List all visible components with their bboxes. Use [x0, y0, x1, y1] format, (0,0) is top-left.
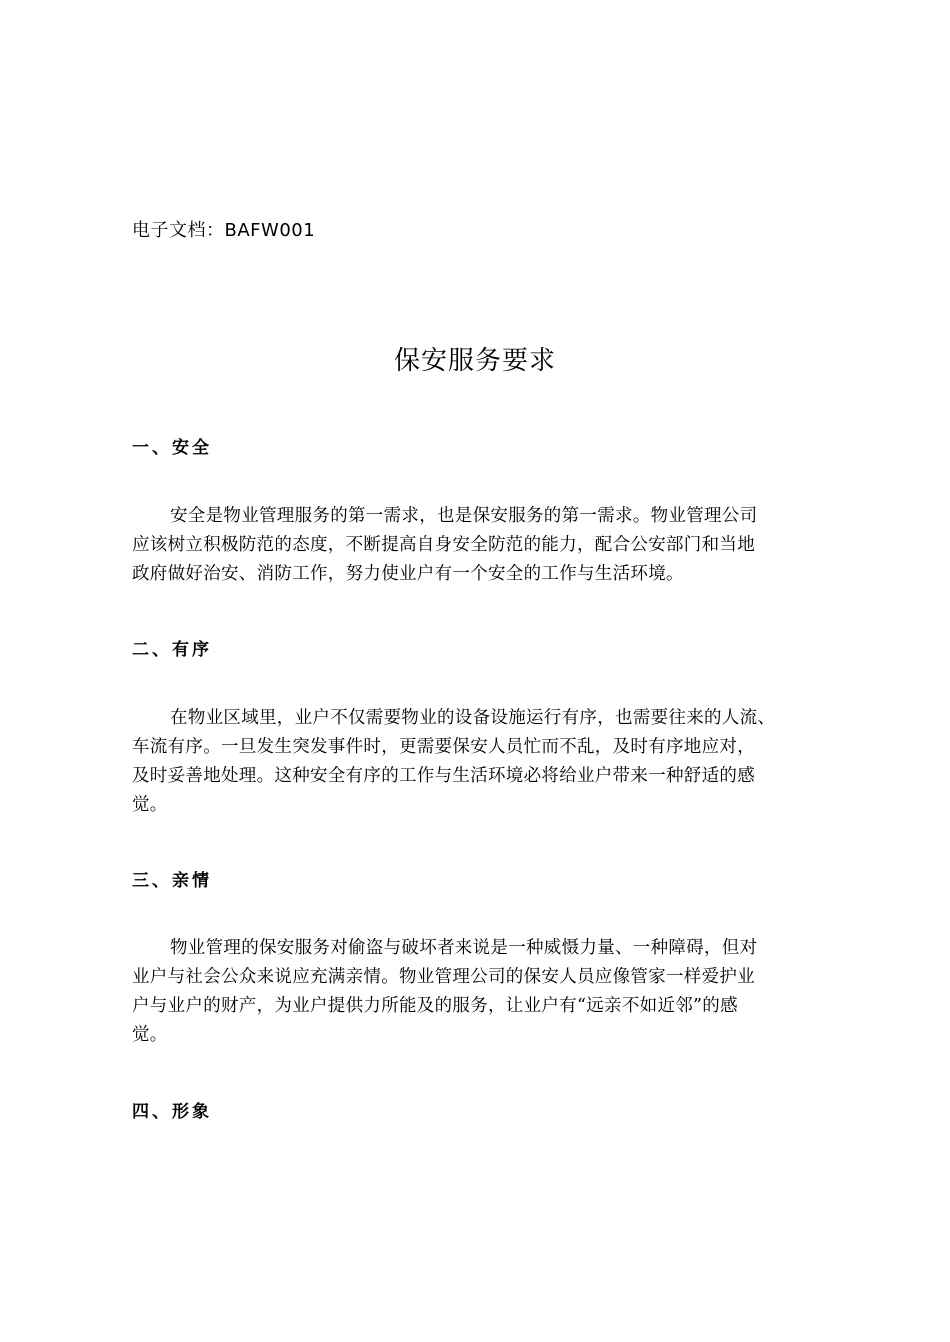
paragraph-line: 物业管理的保安服务对偷盗与破坏者来说是一种威慑力量、一种障碍，但对	[170, 938, 758, 958]
document-id: 电子文档：BAFW001	[132, 220, 316, 241]
section-paragraph-affinity	[132, 934, 832, 1050]
paragraph-line: 车流有序。一旦发生突发事件时，更需要保安人员忙而不乱，及时有序地应对，	[132, 737, 755, 757]
section-heading-affinity: 三、亲情	[132, 871, 212, 891]
section-paragraph-safety	[132, 502, 832, 589]
section-heading-order: 二、有序	[132, 640, 212, 660]
paragraph-line: 户与业户的财产，为业户提供力所能及的服务，让业户有“远亲不如近邻”的感	[132, 996, 738, 1016]
paragraph-line: 业户与社会公众来说应充满亲情。物业管理公司的保安人员应像管家一样爱护业	[132, 967, 755, 987]
paragraph-line: 觉。	[132, 1025, 168, 1045]
paragraph-line: 觉。	[132, 795, 168, 815]
paragraph-line: 安全是物业管理服务的第一需求，也是保安服务的第一需求。物业管理公司	[170, 506, 758, 526]
section-heading-image: 四、形象	[132, 1102, 212, 1122]
paragraph-line: 应该树立积极防范的态度，不断提高自身安全防范的能力，配合公安部门和当地	[132, 535, 755, 555]
paragraph-line: 及时妥善地处理。这种安全有序的工作与生活环境必将给业户带来一种舒适的感	[132, 766, 755, 786]
section-heading-safety: 一、安全	[132, 438, 212, 458]
paragraph-line: 在物业区域里，业户不仅需要物业的设备设施运行有序，也需要往来的人流、	[170, 708, 776, 728]
section-paragraph-order	[132, 704, 832, 820]
page-title: 保安服务要求	[393, 346, 556, 376]
paragraph-line: 政府做好治安、消防工作，努力使业户有一个安全的工作与生活环境。	[132, 564, 684, 584]
